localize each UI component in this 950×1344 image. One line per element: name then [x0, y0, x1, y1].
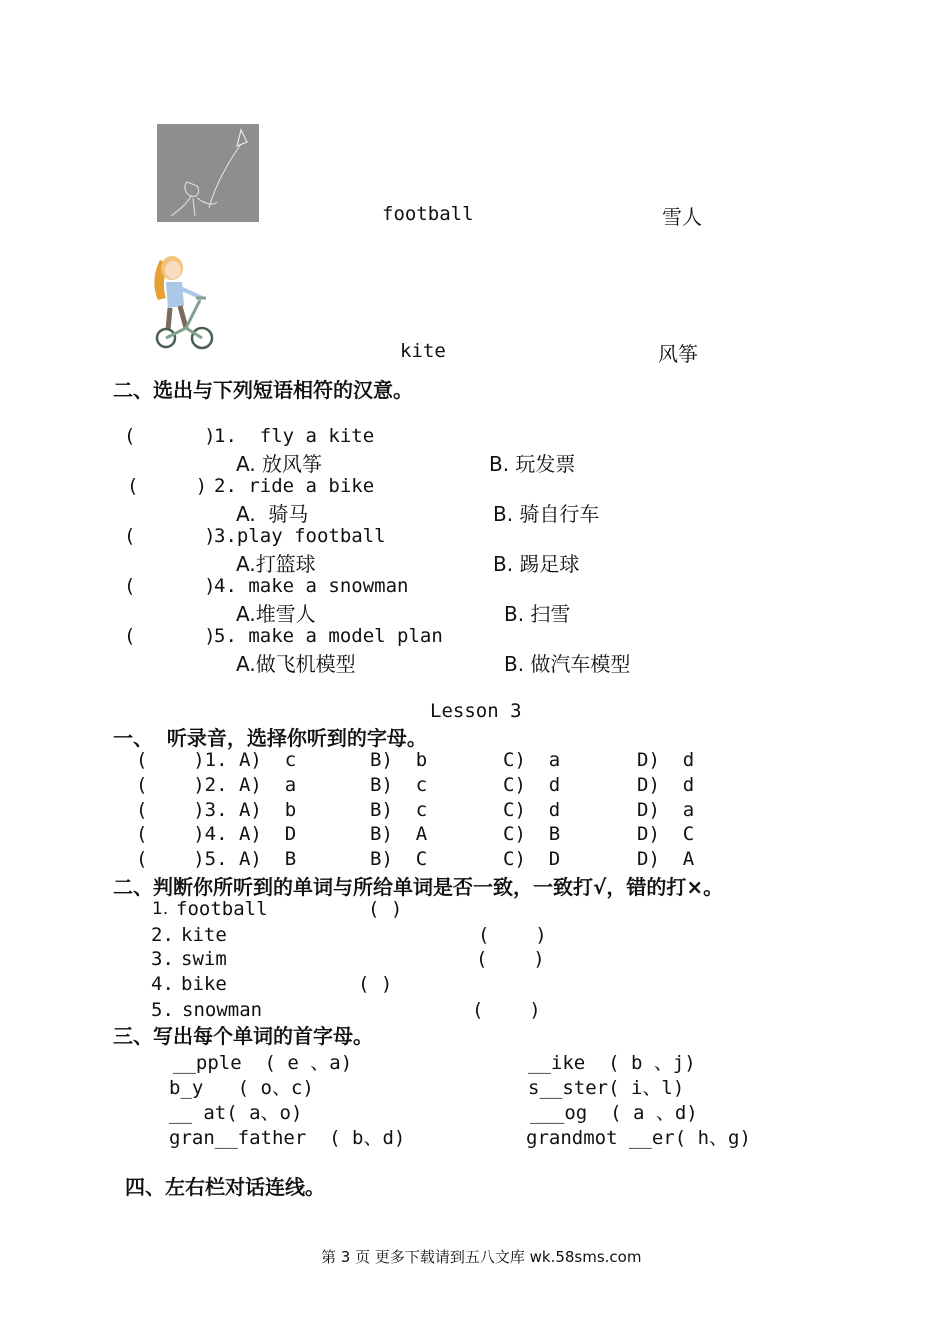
item-number: 1.	[152, 899, 169, 919]
phrase-question: 5. make a model plan	[214, 625, 443, 647]
judge-word: snowman	[182, 999, 263, 1021]
answer-blank[interactable]: ( )	[124, 575, 216, 597]
page-footer: 第 3 页 更多下载请到五八文库 wk.58sms.com	[321, 1248, 642, 1266]
option-b: B. 骑自行车	[493, 502, 600, 526]
phrase-question: 4. make a snowman	[214, 575, 409, 597]
option-b: B. 做汽车模型	[504, 652, 631, 676]
option-a: A.打篮球	[236, 552, 316, 576]
item-number: 2.	[151, 924, 174, 946]
fill-blank-item[interactable]: __ike ( b 、j)	[528, 1052, 696, 1074]
option-a: A. 骑马	[236, 502, 309, 526]
option-d: D) a	[637, 799, 695, 821]
option-b: B) c	[370, 799, 428, 821]
option-a: A.堆雪人	[236, 602, 316, 626]
option-b: B) b	[370, 749, 428, 771]
kite-sketch-image	[157, 124, 259, 222]
phrase-question: 2. ride a bike	[214, 475, 375, 497]
listen-question[interactable]: ( )1. A) c	[136, 749, 297, 771]
section-title-listen: 一、 听录音，选择你听到的字母。	[113, 726, 427, 750]
meaning-snowman: 雪人	[662, 205, 702, 229]
judge-word: football	[176, 898, 268, 920]
fill-blank-item[interactable]: grandmot __er( h、g)	[526, 1127, 751, 1149]
option-d: D) A	[637, 848, 695, 870]
fill-blank-item[interactable]: b_y ( o、c)	[169, 1077, 314, 1099]
judge-word: bike	[181, 973, 227, 995]
answer-blank[interactable]: ( )	[124, 425, 216, 447]
lesson-title: Lesson 3	[430, 700, 522, 722]
fill-blank-item[interactable]: gran__father ( b、d)	[169, 1127, 406, 1149]
item-number: 4.	[151, 973, 174, 995]
answer-blank[interactable]: ( )	[358, 973, 393, 995]
option-d: D) d	[637, 774, 695, 796]
listen-question[interactable]: ( )4. A) D	[136, 823, 297, 845]
answer-blank[interactable]: ( )	[368, 898, 403, 920]
item-number: 5.	[151, 999, 174, 1021]
fill-blank-item[interactable]: __pple ( e 、a)	[173, 1052, 353, 1074]
option-b: B. 玩发票	[489, 452, 576, 476]
listen-question[interactable]: ( )2. A) a	[136, 774, 297, 796]
option-b: B. 踢足球	[493, 552, 580, 576]
word-kite: kite	[400, 340, 446, 362]
option-c: C) a	[503, 749, 561, 771]
option-b: B) C	[370, 848, 428, 870]
answer-blank[interactable]: ( )	[476, 948, 545, 970]
answer-blank[interactable]: ( )	[472, 999, 541, 1021]
word-football: football	[382, 203, 474, 225]
option-b: B) c	[370, 774, 428, 796]
answer-blank[interactable]: ( )	[127, 475, 208, 497]
answer-blank[interactable]: ( )	[124, 625, 216, 647]
option-b: B) A	[370, 823, 428, 845]
answer-blank[interactable]: ( )	[478, 924, 547, 946]
phrase-question: 1. fly a kite	[214, 425, 375, 447]
option-a: A.做飞机模型	[236, 652, 356, 676]
fill-blank-item[interactable]: s__ster( i、l)	[528, 1077, 685, 1099]
item-number: 3.	[151, 948, 174, 970]
meaning-kite: 风筝	[658, 342, 698, 366]
judge-word: kite	[181, 924, 227, 946]
judge-word: swim	[181, 948, 227, 970]
section-title-letters: 三、写出每个单词的首字母。	[113, 1024, 373, 1048]
fill-blank-item[interactable]: __ at( a、o)	[169, 1102, 303, 1124]
option-c: C) d	[503, 799, 561, 821]
listen-question[interactable]: ( )5. A) B	[136, 848, 297, 870]
listen-question[interactable]: ( )3. A) b	[136, 799, 297, 821]
option-d: D) C	[637, 823, 695, 845]
section-title-match: 四、左右栏对话连线。	[125, 1175, 325, 1199]
option-c: C) D	[503, 848, 561, 870]
fill-blank-item[interactable]: ___og ( a 、d)	[530, 1102, 698, 1124]
option-a: A. 放风筝	[236, 452, 323, 476]
option-c: C) d	[503, 774, 561, 796]
answer-blank[interactable]: ( )	[124, 525, 216, 547]
phrase-question: 3.play football	[214, 525, 386, 547]
option-c: C) B	[503, 823, 561, 845]
section-title-judge: 二、判断你所听到的单词与所给单词是否一致，一致打√，错的打×。	[113, 875, 724, 899]
option-d: D) d	[637, 749, 695, 771]
girl-riding-bike-image	[146, 250, 216, 354]
section-title-phrases: 二、选出与下列短语相符的汉意。	[113, 378, 413, 402]
option-b: B. 扫雪	[504, 602, 571, 626]
